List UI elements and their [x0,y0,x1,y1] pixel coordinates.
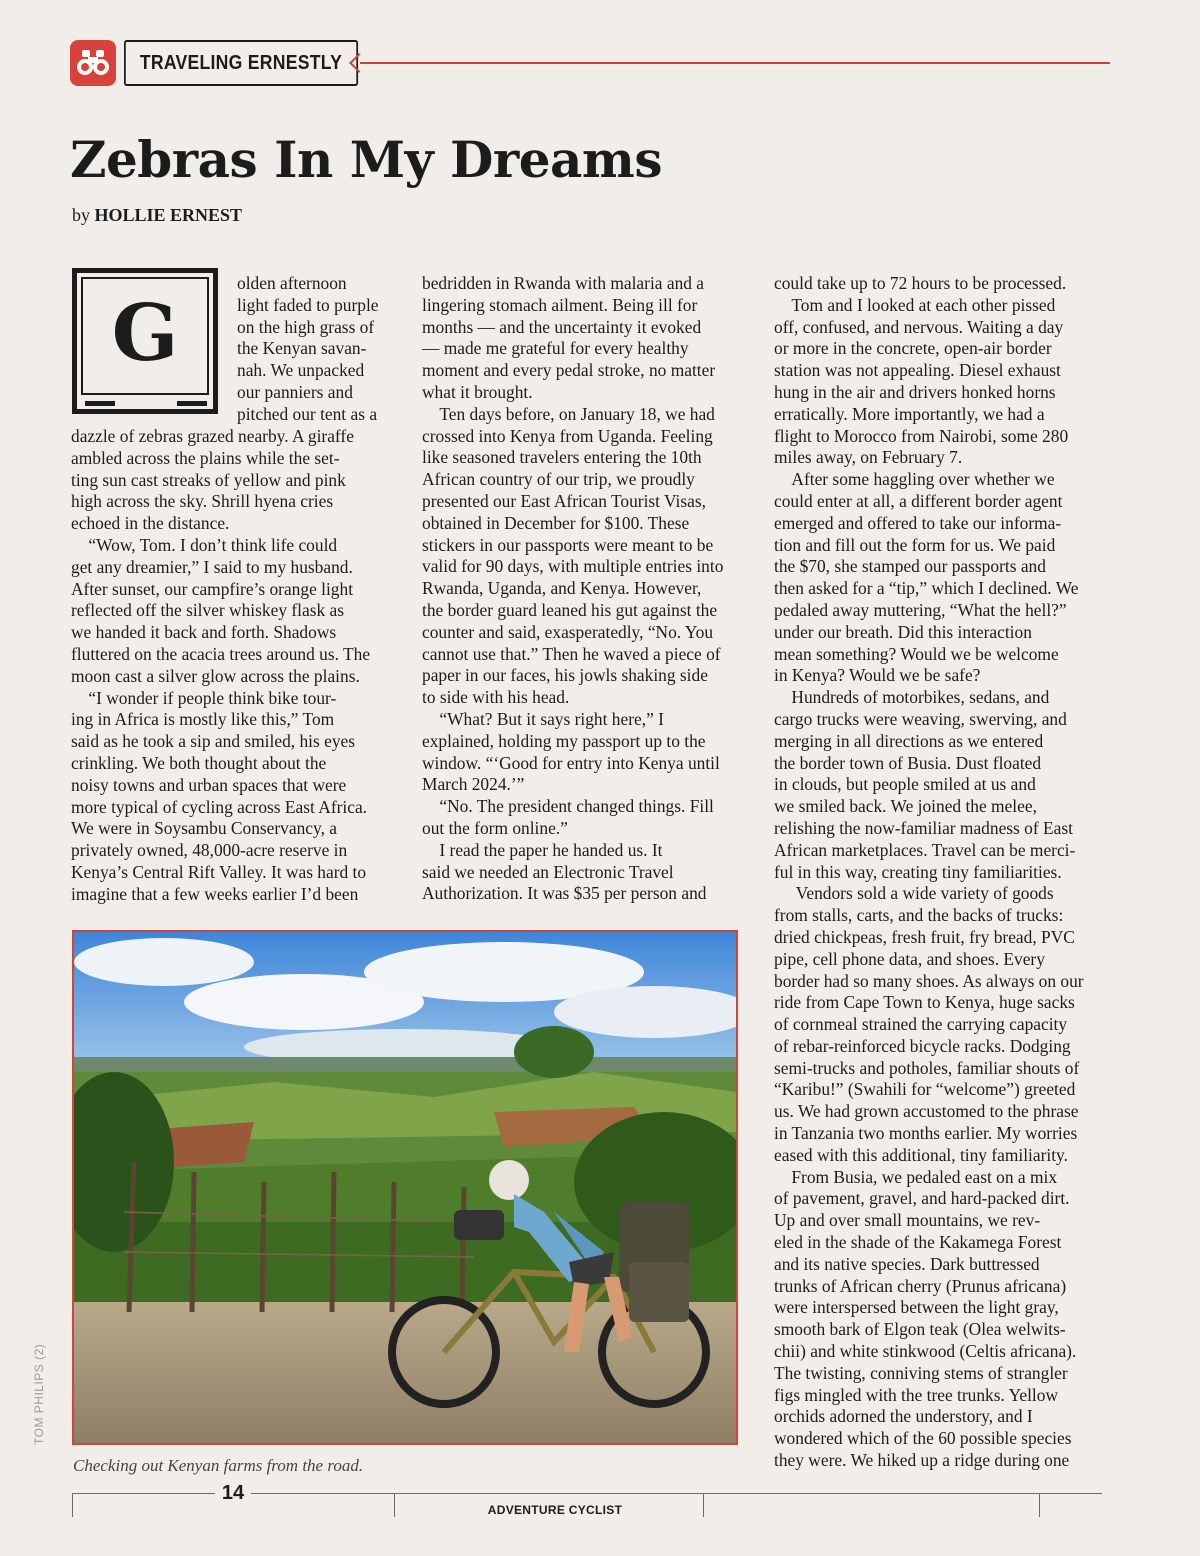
drop-cap-letter: G [111,288,179,379]
text-line: semi-trucks and potholes, familiar shouts of [774,1057,1080,1078]
text-line: chii) and white stinkwood (Celtis africana). [774,1341,1077,1362]
text-line: We were in Soysambu Conservancy, a [71,818,337,839]
text-line: Tom and I looked at each other pissed [774,294,1056,315]
text-line: noisy towns and urban spaces that were [71,774,347,795]
text-line: off, confused, and nervous. Waiting a day [774,316,1064,337]
text-line: miles away, on February 7. [774,447,963,468]
text-line: hung in the air and drivers honked horns [774,381,1056,402]
column-1 [71,426,370,906]
page-number: 14 [215,1482,251,1505]
text-line: in Kenya? Would we be safe? [774,665,981,686]
text-line: presented our East African Tourist Visas, [422,490,706,511]
text-line: emerged and offered to take our informa- [774,512,1062,533]
text-line: in Tanzania two months earlier. My worries [774,1123,1078,1144]
text-line: figs mingled with the tree trunks. Yellow [774,1384,1059,1405]
text-line: the Kenyan savan- [237,338,367,359]
text-line: African country of our trip, we proudly [422,469,695,490]
text-line: paper in our faces, his jowls shaking side [422,665,708,686]
column-2 [422,273,723,905]
text-line: From Busia, we pedaled east on a mix [774,1166,1058,1187]
text-line: explained, holding my passport up to the [422,730,706,751]
text-line: could enter at all, a different border agent [774,490,1063,511]
section-tag: TRAVELING ERNESTLY [124,40,358,86]
section-header [70,40,1110,86]
text-line: counter and said, exasperatedly, “No. You [422,621,714,642]
text-line: Kenya’s Central Rift Valley. It was hard to [71,861,367,882]
text-line: Ten days before, on January 18, we had [422,403,715,424]
text-line: trunks of African cherry (Prunus africana) [774,1275,1067,1296]
footer-tick [1039,1493,1040,1517]
text-line: and its native species. Dark buttressed [774,1253,1040,1274]
text-line: — made me grateful for every healthy [422,338,689,359]
text-line: from stalls, carts, and the backs of trucks: [774,905,1064,926]
byline [72,205,242,226]
text-line: ful in this way, creating tiny familiarities. [774,861,1062,882]
text-line: then asked for a “tip,” which I declined. We [774,578,1079,599]
text-line: of pavement, gravel, and hard-packed dirt. [774,1188,1070,1209]
text-line: pipe, cell phone data, and shoes. Every [774,948,1045,969]
text-line: station was not appealing. Diesel exhaust [774,360,1061,381]
text-line: pitched our tent as a [237,403,378,424]
text-line: March 2024.’” [422,774,525,795]
text-line: the border guard leaned his gut against the [422,599,718,620]
text-line: “Wow, Tom. I don’t think life could [71,534,338,555]
text-line: the $70, she stamped our passports and [774,556,1046,577]
text-line: Up and over small mountains, we rev- [774,1210,1041,1231]
text-line: us. We had grown accustomed to the phrase [774,1101,1079,1122]
text-line: said we needed an Electronic Travel [422,861,674,882]
text-line: cannot use that.” Then he waved a piece of [422,643,721,664]
text-line: “I wonder if people think bike tour- [71,687,337,708]
text-line: eased with this additional, tiny familiarity. [774,1144,1068,1165]
text-line: obtained in December for $100. These [422,512,690,533]
text-line: tion and fill out the form for us. We paid [774,534,1056,555]
text-line: could take up to 72 hours to be processed. [774,273,1067,293]
text-line: like seasoned travelers entering the 10th [422,447,702,468]
text-line: light faded to purple [237,294,379,315]
text-line: what it brought. [422,381,533,402]
column-3 [774,273,1084,1472]
text-line: out the form online.” [422,817,568,838]
text-line: on the high grass of [237,316,375,337]
text-line: African marketplaces. Travel can be merci- [774,839,1076,860]
text-line: eled in the shade of the Kakamega Forest [774,1232,1062,1253]
text-line: window. “‘Good for entry into Kenya until [422,752,720,773]
text-line: to side with his head. [422,687,570,708]
text-line: reflected off the silver whiskey flask as [71,600,345,621]
text-line: flight to Morocco from Nairobi, some 280 [774,425,1069,446]
text-line: moon cast a silver glow across the plains. [71,665,360,686]
text-line: nah. We unpacked [237,360,365,381]
text-line: wondered which of the 60 possible species [774,1428,1072,1449]
text-line: imagine that a few weeks earlier I’d been [71,883,359,904]
text-line: The twisting, conniving stems of strangler [774,1362,1068,1383]
text-line: stickers in our passports were meant to be [422,534,714,555]
text-line: erratically. More importantly, we had a [774,403,1045,424]
text-line: ride from Cape Town to Kenya, huge sacks [774,992,1075,1013]
text-line: dried chickpeas, fresh fruit, fry bread, PVC [774,926,1075,947]
drop-cap [72,268,218,414]
text-line: lingering stomach ailment. Being ill for [422,294,698,315]
column-1-beside-dropcap [237,273,379,426]
text-line: After sunset, our campfire’s orange light [71,578,354,599]
footer-tick [394,1493,395,1517]
text-line: smooth bark of Elgon teak (Olea welwits- [774,1319,1066,1340]
text-line: we smiled back. We joined the melee, [774,796,1037,817]
text-line: of cornmeal strained the carrying capacity [774,1014,1068,1035]
text-line: pedaled away muttering, “What the hell?” [774,599,1067,620]
text-line: bedridden in Rwanda with malaria and a [422,273,705,293]
cyclist-photo [72,930,738,1445]
text-line: were interspersed between the light gray, [774,1297,1059,1318]
text-line: ambled across the plains while the set- [71,447,340,468]
text-line: ting sun cast streaks of yellow and pink [71,469,346,490]
photo-caption: Checking out Kenyan farms from the road. [73,1456,364,1475]
text-line: “No. The president changed things. Fill [422,796,714,817]
footer-tick [72,1493,73,1517]
text-line: under our breath. Did this interaction [774,621,1032,642]
text-line: more typical of cycling across East Africa. [71,796,368,817]
text-line: Vendors sold a wide variety of goods [774,883,1054,904]
text-line: relishing the now-familiar madness of East [774,817,1073,838]
text-line: they were. We hiked up a ridge during one [774,1450,1070,1471]
text-line: in clouds, but people smiled at us and [774,774,1036,795]
text-line: Authorization. It was $35 per person and [422,883,707,904]
text-line: fluttered on the acacia trees around us. The [71,643,371,664]
text-line: privately owned, 48,000-acre reserve in [71,840,348,861]
text-line: high across the sky. Shrill hyena cries [71,491,334,512]
text-line: “Karibu!” (Swahili for “welcome”) greeted [774,1079,1076,1100]
text-line: crinkling. We both thought about the [71,752,327,773]
article-title: Zebras In My Dreams [70,130,662,189]
text-line: merging in all directions as we entered [774,730,1044,751]
text-line: I read the paper he handed us. It [422,839,663,860]
text-line: valid for 90 days, with multiple entries into [422,556,724,577]
text-line: moment and every pedal stroke, no matter [422,360,716,381]
text-line: crossed into Kenya from Uganda. Feeling [422,425,713,446]
text-line: our panniers and [237,381,353,402]
header-rule [360,62,1110,64]
text-line: After some haggling over whether we [774,469,1055,490]
photo-credit: TOM PHILIPS (2) [32,1343,46,1445]
text-line: mean something? Would we be welcome [774,643,1059,664]
binoculars-icon [70,40,116,86]
text-line: border had so many shoes. As always on our [774,970,1084,991]
text-line: Rwanda, Uganda, and Kenya. However, [422,578,702,599]
text-line: ing in Africa is mostly like this,” Tom [71,709,335,730]
text-line: Hundreds of motorbikes, sedans, and [774,687,1050,708]
author-name: HOLLIE ERNEST [94,205,243,225]
text-line: olden afternoon [237,273,347,293]
byline-prefix: by [72,205,90,225]
text-line: we handed it back and forth. Shadows [71,622,337,643]
text-line: orchids adorned the understory, and I [774,1406,1033,1427]
drop-cap-feet [85,401,205,406]
text-line: said as he took a sip and smiled, his eyes [71,731,355,752]
text-line: get any dreamier,” I said to my husband. [71,556,353,577]
text-line: the border town of Busia. Dust floated [774,752,1042,773]
text-line: months — and the uncertainty it evoked [422,316,702,337]
text-line: echoed in the distance. [71,513,230,534]
text-line: or more in the concrete, open-air border [774,338,1052,359]
footer-tick [703,1493,704,1517]
text-line: of rebar-reinforced bicycle racks. Dodging [774,1035,1071,1056]
magazine-name: ADVENTURE CYCLIST [487,1503,623,1517]
text-line: cargo trucks were weaving, swerving, and [774,708,1067,729]
text-line: “What? But it says right here,” I [422,708,664,729]
text-line: dazzle of zebras grazed nearby. A giraffe [71,426,354,446]
